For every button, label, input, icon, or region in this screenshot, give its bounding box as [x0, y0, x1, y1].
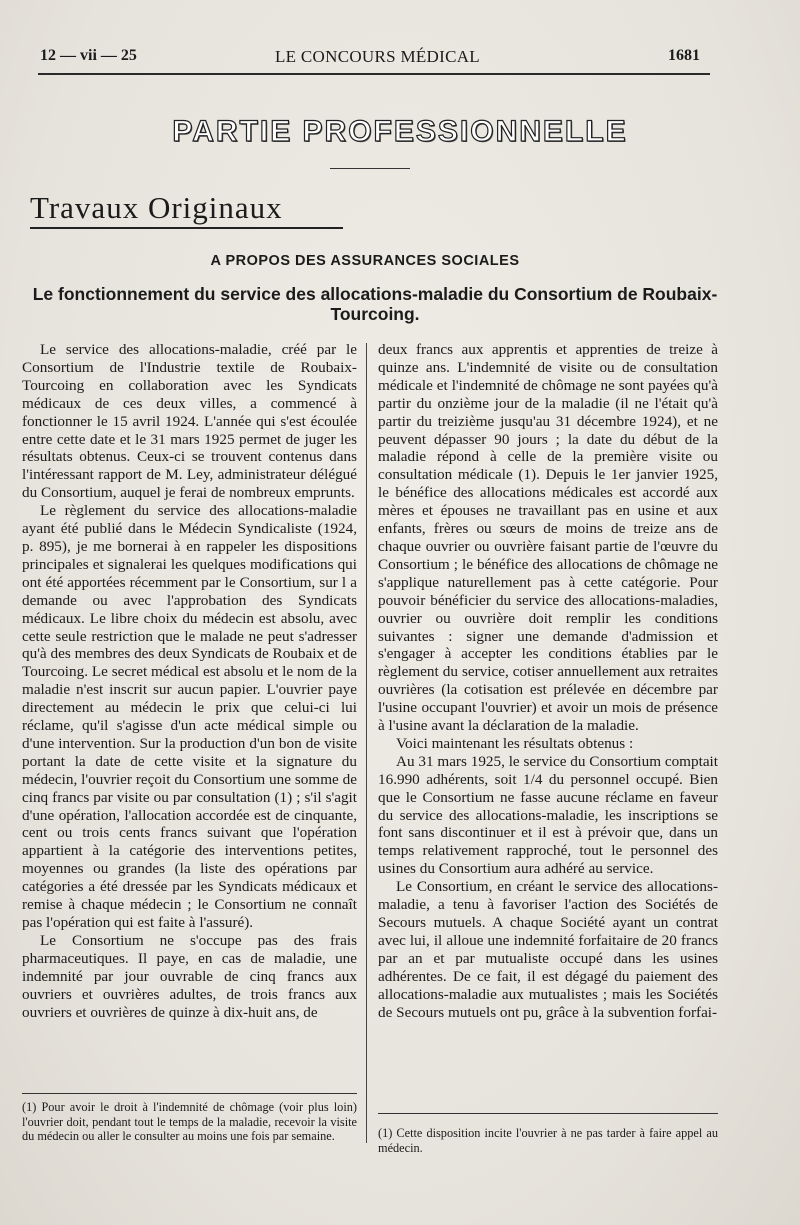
- paragraph: Voici maintenant les résultats obtenus :: [396, 734, 634, 752]
- rubric-underline: [30, 227, 343, 229]
- footnote-rule: [378, 1113, 718, 1114]
- footnote-left: (1) Pour avoir le droit à l'indemnité de chômage (voir plus loin) l'ouvrier doit, pendant tout le temps de la maladie, recevoir la visite du médecin ou aller le consulter au moins une fois par semaine.: [22, 1100, 357, 1143]
- column-divider: [366, 343, 367, 1143]
- paragraph: deux francs aux apprentis et apprenties de treize à quinze ans. L'indemnité de visite ou de consultation médicale et l'indemnité de chômage ne sont payées qu'à partir du onzième jour de la maladie (il ne l'était qu'à partir du treizième jusqu'au 31 décembre 1924), et ne peuvent dépasser 90 jours ; la date du début de la maladie répond à celle de la première visite ou consultation médicale (1). Depuis le 1er janvier 1925, le bénéfice des allocations médicales est accordé aux mères et épouses ne travaillant pas en usine et aux enfants, frères ou sœurs de moins de treize ans de chaque ouvrier ou ouvrière faisant partie de l'œuvre du Consortium ; le bénéfice des allocations de chômage ne s'applique naturellement pas à cette catégorie. Pour pouvoir bénéficier du service des allocations-maladies, ouvrier ou ouvrière doit remplir les conditions suivantes : signer une demande d'admission et s'engager à accepter les conditions établies par le règlement du service, cotiser annuellement aux retraites ouvrières (la cotisation est prélevée en décembre par l'usine occupant l'ouvrier) et avoir un mois de présence à l'usine avant la déclaration de la maladie.: [378, 341, 718, 735]
- running-head: [40, 47, 700, 69]
- journal-title: LE CONCOURS MÉDICAL: [275, 47, 480, 66]
- footnote-rule: [22, 1093, 357, 1094]
- right-column: [378, 341, 718, 1021]
- rubric-title: Travaux Originaux: [30, 190, 283, 225]
- paragraph: Au 31 mars 1925, le service du Consortium comptait 16.990 adhérents, soit 1/4 du personnel occupé. Bien que le Consortium ne fasse aucune réclame en faveur du service des allocations-maladie, les inscriptions se font sans discontinuer et il est à prévoir que, dans un temps relativement rapproché, tout le personnel des usines du Consortium aura adhéré au service.: [378, 752, 718, 878]
- section-title: PARTIE PROFESSIONNELLE: [172, 115, 628, 148]
- paragraph: Le Consortium, en créant le service des allocations-maladie, a tenu à favoriser l'action des Sociétés de Secours mutuels. A chaque Société ayant un contrat avec lui, il alloue une indemnité forfaitaire de 20 francs par an et par mutualiste occupé dans les usines adhérentes. De ce fait, il est dégagé du paiement des allocations-maladie aux mutualistes ; mais les Sociétés de Secours mutuels ont pu, grâce à la subvention forfai-: [378, 878, 718, 1021]
- paragraph: Le règlement du service des allocations-maladie ayant été publié dans le Médecin Syndicaliste (1924, p. 895), je me bornerai à en rappeler les dispositions principales et signalerai les quelques modifications qui ont été apportées récemment par le Consortium, sur l a demande ou avec l'approbation des Syndicats médicaux. Le libre choix du médecin est absolu, avec cette seule restriction que le malade ne peut s'adresser qu'à des membres des deux Syndicats de Roubaix et de Tourcoing. Le secret médical est absolu et le nom de la maladie n'est inscrit sur aucun papier. L'ouvrier paye directement au médecin le prix que celui-ci lui réclame, qu'il s'agisse d'un acte médical simple ou d'une intervention. Sur la production d'un bon de visite portant la date de cette visite et la signature du médecin, l'ouvrier reçoit du Consortium une somme de cinq francs par visite ou par consultation (1) ; s'il s'agit d'une opération, l'allocation accordée est de cinquante, cent ou trois cents francs suivant que l'opération appartient à la catégorie des interventions petites, moyennes ou grandes (la liste des opérations par catégories a été dressée par les Syndicats médicaux et remise à chaque médecin ; le Consortium ne connaît pas l'opération qui est faite à l'assuré).: [22, 502, 357, 931]
- issue-date: 12 — vii — 25: [40, 47, 137, 64]
- page-number: 1681: [668, 47, 700, 64]
- section-divider: [330, 168, 410, 169]
- article-kicker: A PROPOS DES ASSURANCES SOCIALES: [210, 253, 520, 269]
- header-rule: [38, 73, 710, 75]
- article-headline: Le fonctionnement du service des allocations-maladie du Consortium de Roubaix-Tourcoing.: [32, 284, 718, 324]
- paragraph: Le service des allocations-maladie, créé par le Consortium de l'Industrie textile de Roubaix-Tourcoing en collaboration avec les Syndicats médicaux de ces deux villes, a commencé à fonctionner le 15 avril 1924. L'année qui s'est écoulée entre cette date et le 31 mars 1925 permet de juger les résultats obtenus. Ceux-ci se trouvent contenus dans l'intéressant rapport de M. Ley, administrateur délégué du Consortium, auquel je ferai de nombreux emprunts.: [22, 341, 357, 502]
- left-column: [22, 341, 357, 1021]
- paragraph: Le Consortium ne s'occupe pas des frais pharmaceutiques. Il paye, en cas de maladie, une indemnité par jour ouvrable de cinq francs aux ouvriers et ouvrières adultes, de trois francs aux ouvriers et ouvrières de quinze à dix-huit ans, de: [22, 931, 357, 1021]
- footnote-right: (1) Cette disposition incite l'ouvrier à ne pas tarder à faire appel au médecin.: [378, 1126, 718, 1155]
